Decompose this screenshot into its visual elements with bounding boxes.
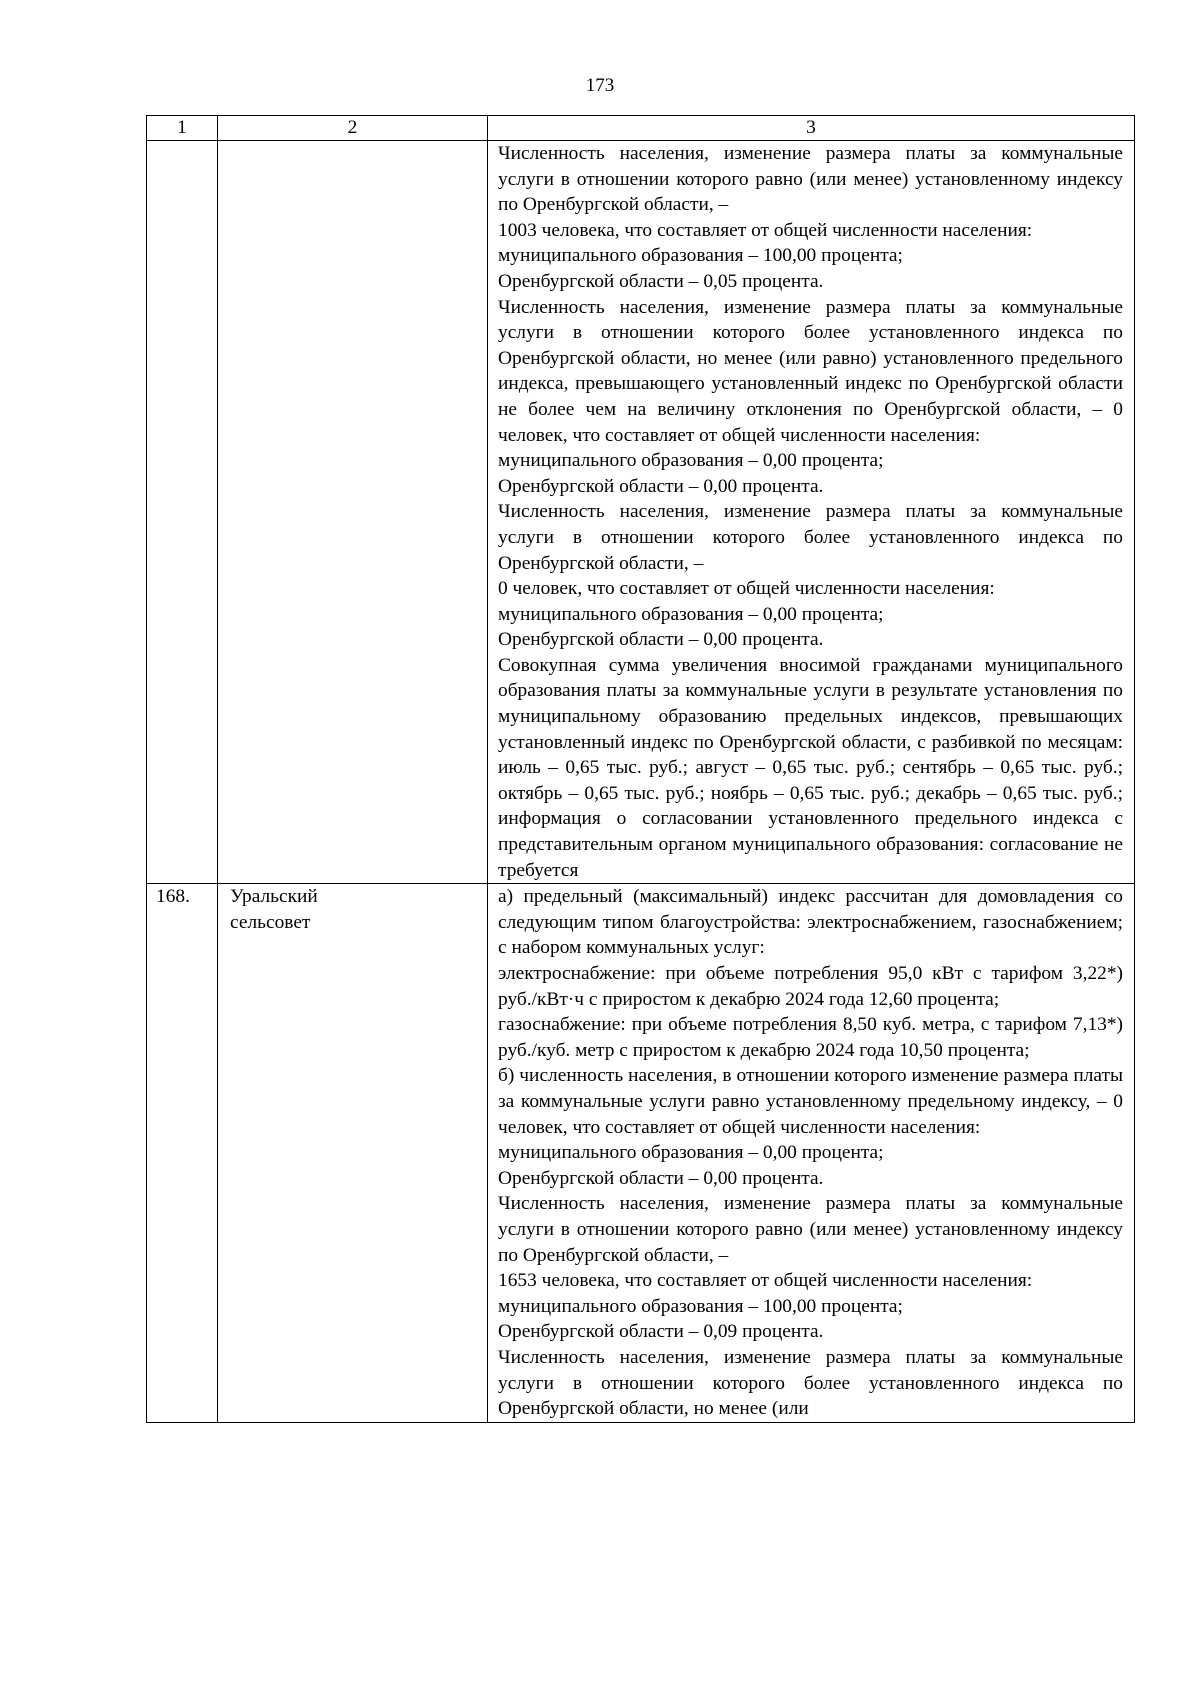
paragraph: газоснабжение: при объеме потребления 8,50 куб. метра, с тарифом 7,13*) руб./куб. метр с приростом к декабрю 2024 года 10,50 процента; — [498, 1014, 1123, 1061]
paragraph: Оренбургской области – 0,09 процента. — [498, 1321, 824, 1343]
municipality-name-line: Уральский — [230, 886, 318, 908]
indices-table — [146, 115, 1135, 1423]
column-header-2: 2 — [218, 116, 488, 141]
column-header-3: 3 — [488, 116, 1135, 141]
table-row-continued — [147, 141, 1135, 884]
paragraph: Оренбургской области – 0,05 процента. — [498, 270, 824, 292]
paragraph: б) численность населения, в отношении которого изменение размера платы за коммунальные услуги равно установленному предельному индексу, – 0 человек, что составляет от общей численности населения: — [498, 1065, 1123, 1138]
paragraph: Совокупная сумма увеличения вносимой гражданами муниципального образования платы за коммунальные услуги в результате установления по муниципальному образованию предельных индексов, превышающих установленный индекс по Оренбургской области, с разбивкой по месяцам: июль – 0,65 тыс. руб.; август – 0,65 тыс. руб.; сентябрь – 0,65 тыс. руб.; октябрь – 0,65 тыс. руб.; ноябрь – 0,65 тыс. руб.; декабрь – 0,65 тыс. руб.; информация о согласовании установленного предельного индекса с представительным органом муниципального образования: согласование не требуется — [498, 654, 1123, 881]
page-number: 173 — [585, 75, 615, 96]
paragraph: Оренбургской области – 0,00 процента. — [498, 629, 824, 651]
paragraph: 1003 человека, что составляет от общей численности населения: — [498, 219, 1033, 241]
paragraph: Численность населения, изменение размера платы за коммунальные услуги в отношении которого равно (или менее) установленному индексу по Оренбургской области, – — [498, 1193, 1123, 1266]
column-header-1: 1 — [147, 116, 218, 141]
paragraph: электроснабжение: при объеме потребления 95,0 кВт с тарифом 3,22*) руб./кВт·ч с приростом к декабрю 2024 года 12,60 процента; — [498, 963, 1123, 1010]
paragraph: Численность населения, изменение размера платы за коммунальные услуги в отношении которого более установленного индекса по Оренбургской области, но менее (или равно) установленного предельного индекса, превышающего установленный индекс по Оренбургской области не более чем на величину отклонения по Оренбургской области, – 0 человек, что составляет от общей численности населения: — [498, 296, 1123, 446]
paragraph: Оренбургской области – 0,00 процента. — [498, 475, 824, 497]
paragraph: муниципального образования – 0,00 процента; — [498, 1142, 884, 1164]
row-number-cell-empty — [147, 141, 218, 884]
row-details-cell — [488, 141, 1135, 884]
paragraph: Численность населения, изменение размера платы за коммунальные услуги в отношении которого более установленного индекса по Оренбургской области, но менее (или — [498, 1346, 1123, 1420]
table-row-168 — [147, 884, 1135, 1422]
paragraph: Численность населения, изменение размера платы за коммунальные услуги в отношении которого более установленного индекса по Оренбургской области, – — [498, 501, 1123, 574]
paragraph: а) предельный (максимальный) индекс рассчитан для домовладения со следующим типом благоустройства: электроснабжением, газоснабжением; с набором коммунальных услуг: — [498, 886, 1123, 959]
paragraph: муниципального образования – 100,00 процента; — [498, 1295, 903, 1317]
paragraph: 0 человек, что составляет от общей численности населения: — [498, 578, 995, 600]
row-name-cell-empty — [218, 141, 488, 884]
paragraph: муниципального образования – 0,00 процента; — [498, 603, 884, 625]
row-details-cell — [488, 884, 1135, 1422]
paragraph: 1653 человека, что составляет от общей численности населения: — [498, 1270, 1033, 1292]
paragraph: Оренбургской области – 0,00 процента. — [498, 1167, 824, 1189]
table-header-row — [147, 116, 1135, 141]
row-number-cell: 168. — [147, 884, 218, 1422]
municipality-name-line: сельсовет — [230, 911, 311, 933]
paragraph: муниципального образования – 0,00 процента; — [498, 450, 884, 472]
paragraph: муниципального образования – 100,00 процента; — [498, 245, 903, 267]
paragraph: Численность населения, изменение размера платы за коммунальные услуги в отношении которого равно (или менее) установленному индексу по Оренбургской области, – — [498, 143, 1123, 216]
row-name-cell — [218, 884, 488, 1422]
